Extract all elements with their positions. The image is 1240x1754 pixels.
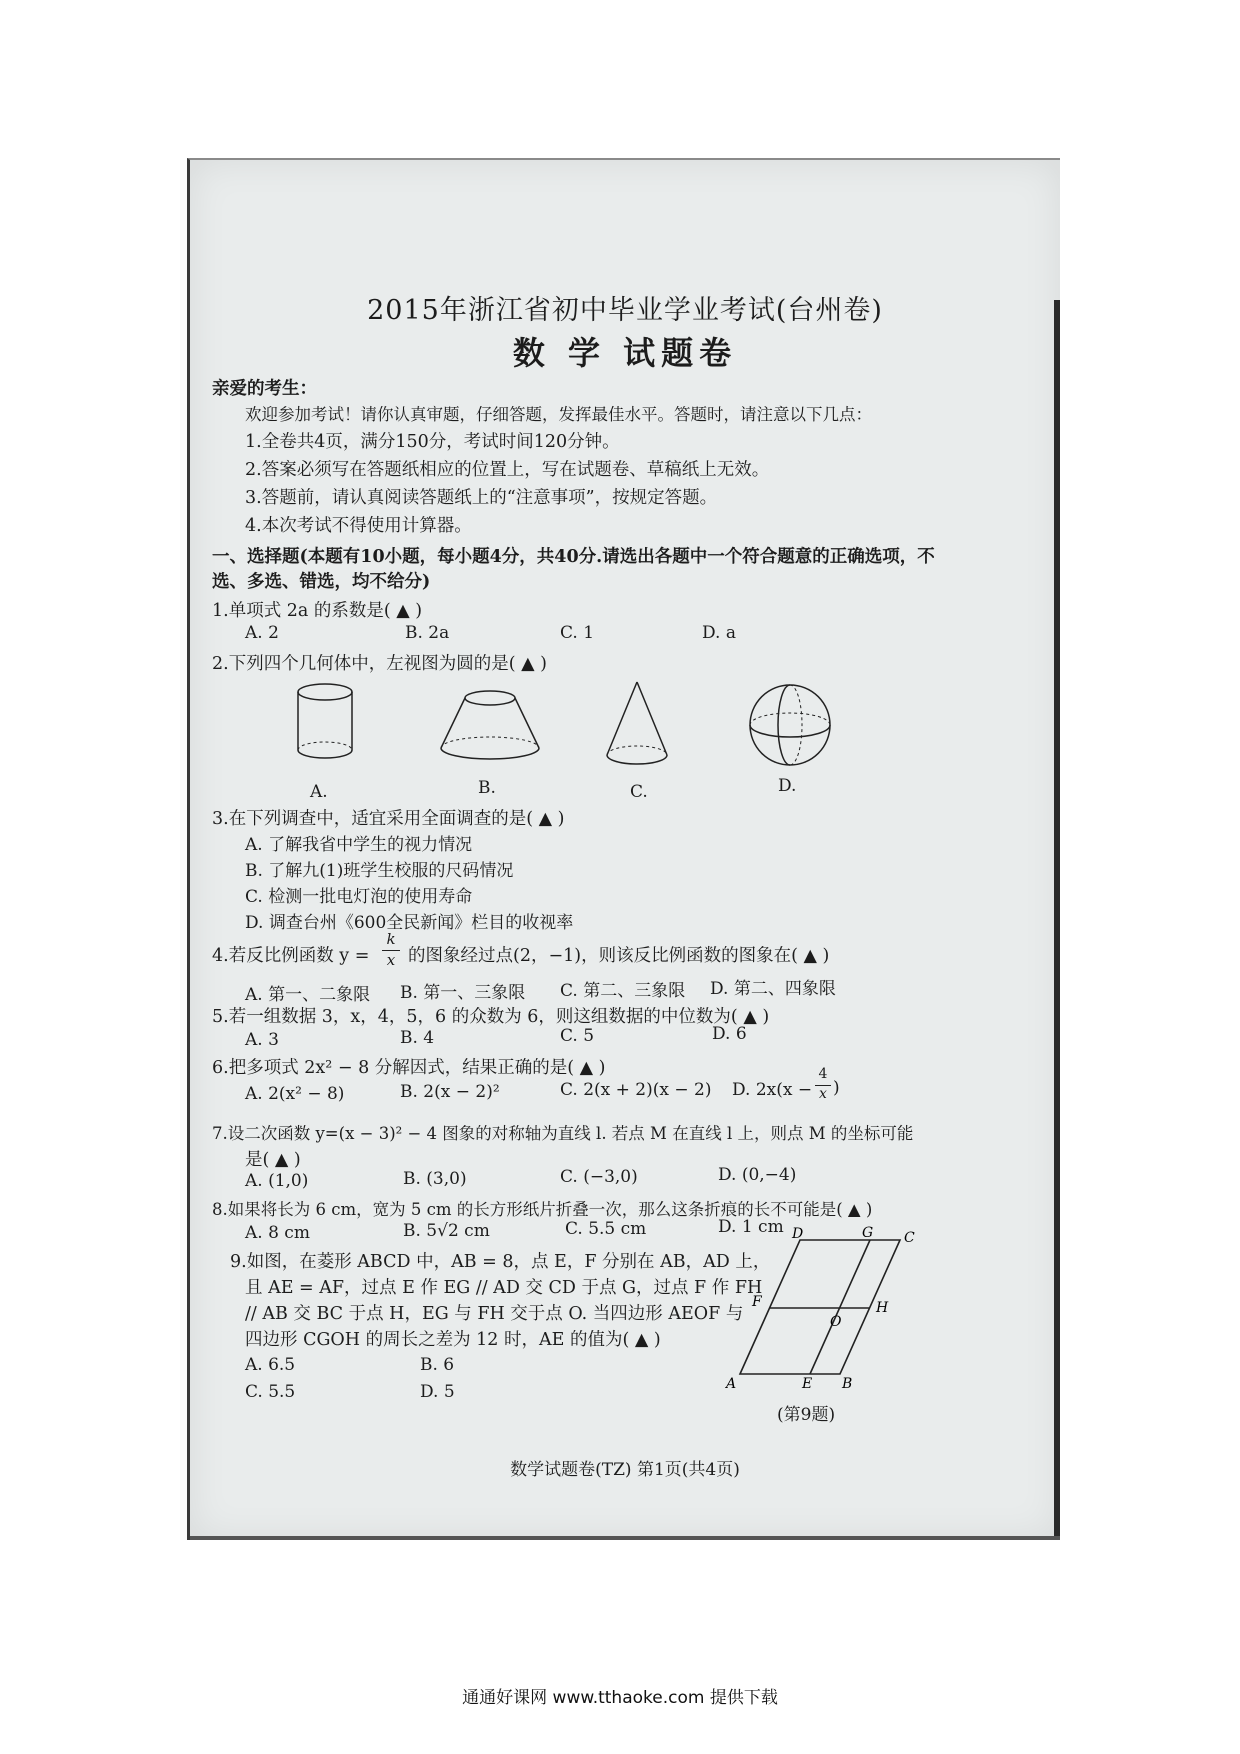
note-4: 4.本次考试不得使用计算器。 <box>245 516 472 536</box>
exam-title: 2015年浙江省初中毕业学业考试(台州卷) <box>367 295 883 326</box>
figure-label-f: F <box>752 1294 762 1310</box>
q7-stem-line1: 7.设二次函数 y=(x − 3)² − 4 图象的对称轴为直线 l. 若点 M 在直线 l 上，则点 M 的坐标可能 <box>212 1124 914 1143</box>
q7-option-d: D. (0,−4) <box>718 1165 797 1185</box>
q8-option-d: D. 1 cm <box>718 1217 784 1237</box>
figure-label-o: O <box>830 1314 842 1330</box>
figure-label-a: A <box>726 1376 737 1392</box>
page-number-footer: 数学试题卷(TZ) 第1页(共4页) <box>510 1460 740 1480</box>
q6-d-frac-den: x <box>819 1086 827 1102</box>
q6-d-frac-num: 4 <box>818 1066 828 1082</box>
q2-label-a: A. <box>310 782 328 802</box>
q4-option-a: A. 第一、二象限 <box>245 985 371 1005</box>
q6-stem: 6.把多项式 2x² − 8 分解因式，结果正确的是( ▲ ) <box>212 1058 606 1078</box>
q5-option-d: D. 6 <box>712 1024 747 1044</box>
q6-option-d: D. 2x(x − <box>732 1080 813 1100</box>
q6-d-close: ) <box>833 1078 840 1098</box>
scanned-exam-page <box>187 158 1060 1540</box>
q9-option-d: D. 5 <box>420 1382 455 1402</box>
q2-label-b: B. <box>478 778 496 798</box>
q8-option-a: A. 8 cm <box>245 1223 310 1243</box>
q9-stem-line3: // AB 交 BC 于点 H，EG 与 FH 交于点 O. 当四边形 AEOF 与 <box>245 1304 744 1324</box>
q1-option-c: C. 1 <box>560 623 595 643</box>
q1-option-d: D. a <box>702 623 736 643</box>
q2-label-d: D. <box>778 776 797 796</box>
q4-frac-den: x <box>386 951 396 969</box>
q5-stem: 5.若一组数据 3，x，4，5，6 的众数为 6，则这组数据的中位数为( ▲ ) <box>212 1007 770 1027</box>
q7-option-b: B. (3,0) <box>403 1169 467 1189</box>
q5-option-a: A. 3 <box>245 1030 279 1050</box>
q6-option-a: A. 2(x² − 8) <box>245 1084 345 1104</box>
q5-option-b: B. 4 <box>400 1028 435 1048</box>
q9-figure-caption: (第9题) <box>777 1405 836 1425</box>
note-1: 1.全卷共4页，满分150分，考试时间120分钟。 <box>245 432 620 452</box>
figure-label-d: D <box>792 1226 804 1242</box>
cylinder-figure <box>290 680 360 770</box>
q4-stem-post: 的图象经过点(2，−1)，则该反比例函数的图象在( ▲ ) <box>408 946 830 966</box>
download-source-footer: 通通好课网 www.tthaoke.com 提供下载 <box>462 1688 778 1708</box>
q6-option-c: C. 2(x + 2)(x − 2) <box>560 1080 712 1100</box>
sphere-figure <box>745 680 835 770</box>
figure-label-b: B <box>842 1376 853 1392</box>
q9-stem-line1: 9.如图，在菱形 ABCD 中，AB = 8，点 E，F 分别在 AB，AD 上， <box>230 1252 771 1272</box>
q8-stem: 8.如果将长为 6 cm，宽为 5 cm 的长方形纸片折叠一次，那么这条折痕的长不可能是( ▲ ) <box>212 1200 873 1219</box>
q4-option-b: B. 第一、三象限 <box>400 983 526 1003</box>
q7-option-a: A. (1,0) <box>245 1171 309 1191</box>
q2-label-c: C. <box>630 782 648 802</box>
note-3: 3.答题前，请认真阅读答题纸上的“注意事项”，按规定答题。 <box>245 488 718 508</box>
q7-option-c: C. (−3,0) <box>560 1167 638 1187</box>
welcome-text: 欢迎参加考试！请你认真审题，仔细答题，发挥最佳水平。答题时，请注意以下几点： <box>245 405 872 424</box>
q5-option-c: C. 5 <box>560 1026 595 1046</box>
frustum-figure <box>435 688 545 768</box>
q9-option-c: C. 5.5 <box>245 1382 296 1402</box>
q1-stem: 1.单项式 2a 的系数是( ▲ ) <box>212 601 423 621</box>
q4-option-c: C. 第二、三象限 <box>560 981 686 1001</box>
q3-option-a: A. 了解我省中学生的视力情况 <box>245 835 473 855</box>
q7-stem-line2: 是( ▲ ) <box>245 1150 301 1170</box>
q8-option-b: B. 5√2 cm <box>403 1221 490 1241</box>
q9-option-a: A. 6.5 <box>245 1355 296 1375</box>
q9-stem-line4: 四边形 CGOH 的周长之差为 12 时，AE 的值为( ▲ ) <box>245 1330 661 1350</box>
exam-subtitle: 数 学 试题卷 <box>512 334 738 372</box>
q8-option-c: C. 5.5 cm <box>565 1219 647 1239</box>
q3-option-c: C. 检测一批电灯泡的使用寿命 <box>245 887 473 907</box>
q2-stem: 2.下列四个几何体中，左视图为圆的是( ▲ ) <box>212 654 547 674</box>
figure-label-e: E <box>802 1376 813 1392</box>
q3-option-d: D. 调查台州《600全民新闻》栏目的收视率 <box>245 913 574 933</box>
q4-stem-pre: 4.若反比例函数 y = <box>212 946 370 966</box>
q6-option-b: B. 2(x − 2)² <box>400 1082 500 1102</box>
figure-label-h: H <box>876 1300 889 1316</box>
q4-frac-num: k <box>386 930 396 948</box>
q9-stem-line2: 且 AE = AF，过点 E 作 EG // AD 交 CD 于点 G，过点 F 作 FH <box>245 1278 763 1298</box>
q4-option-d: D. 第二、四象限 <box>710 979 836 999</box>
section-heading: 一、选择题(本题有10小题，每小题4分，共40分.请选出各题中一个符合题意的正确选项，不 <box>212 547 935 567</box>
q1-option-b: B. 2a <box>405 623 450 643</box>
figure-label-c: C <box>904 1230 915 1246</box>
q9-option-b: B. 6 <box>420 1355 455 1375</box>
note-2: 2.答案必须写在答题纸相应的位置上，写在试题卷、草稿纸上无效。 <box>245 460 770 480</box>
figure-label-g: G <box>862 1225 874 1241</box>
q3-option-b: B. 了解九(1)班学生校服的尺码情况 <box>245 861 514 881</box>
section-heading-cont: 选、多选、错选，均不给分) <box>212 572 431 592</box>
page-edge-shadow <box>1054 300 1060 1540</box>
greeting: 亲爱的考生： <box>212 379 317 399</box>
q3-stem: 3.在下列调查中，适宜采用全面调查的是( ▲ ) <box>212 809 565 829</box>
cone-figure <box>602 680 672 772</box>
q1-option-a: A. 2 <box>245 623 279 643</box>
page-edge-bottom <box>190 1536 1060 1540</box>
